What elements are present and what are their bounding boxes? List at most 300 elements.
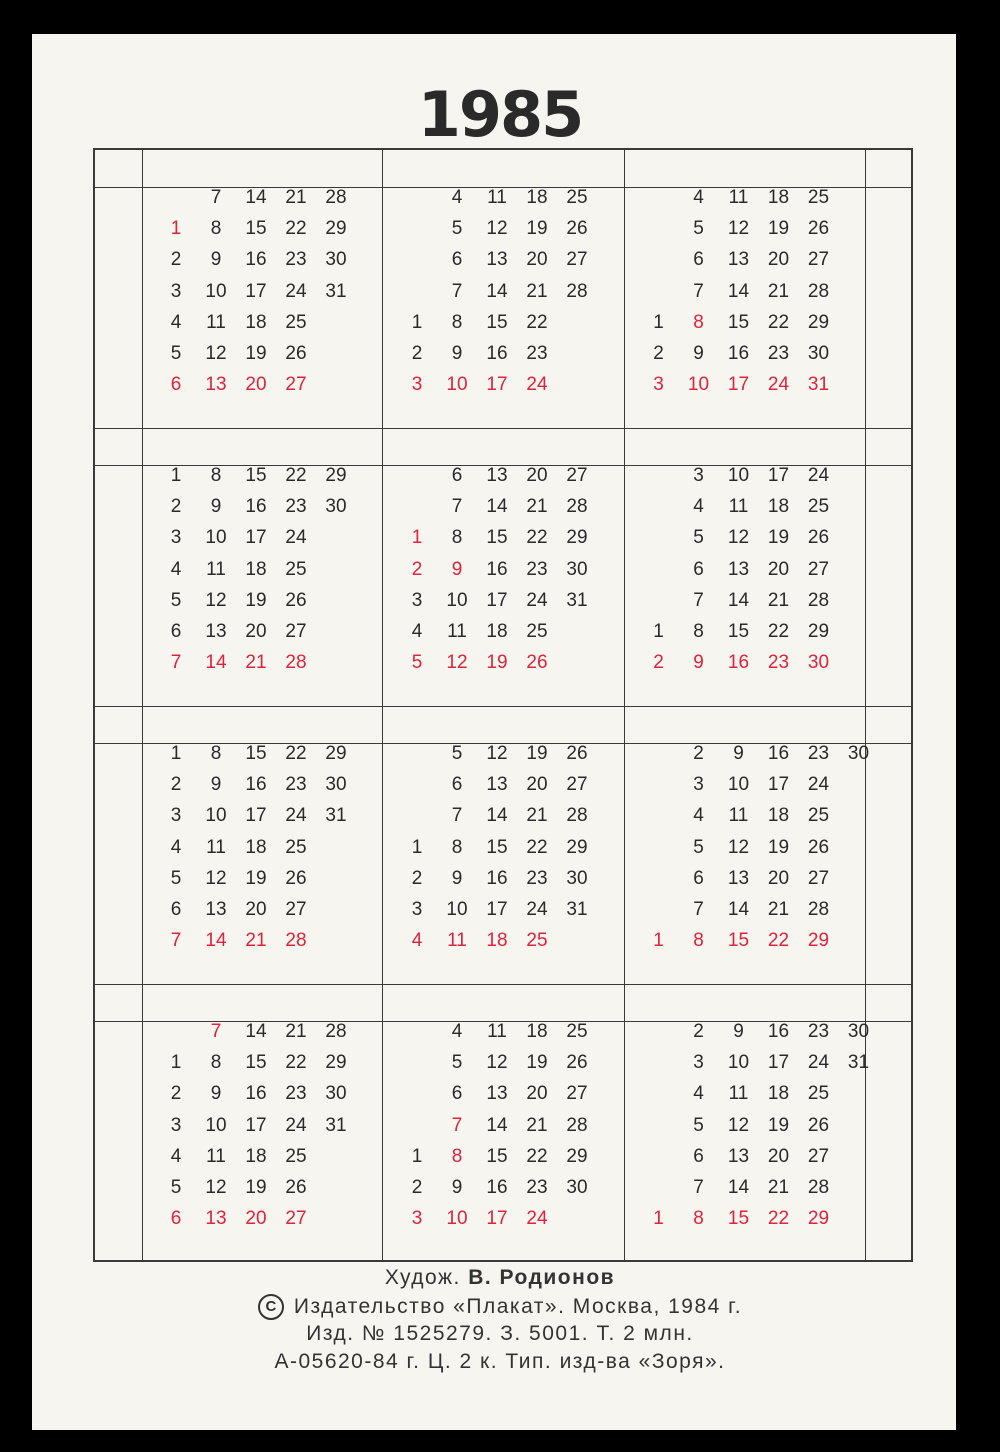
day-number: 26 bbox=[285, 867, 307, 889]
day-number: 10 bbox=[205, 280, 227, 302]
day-number: 19 bbox=[245, 867, 267, 889]
day-number: 17 bbox=[486, 899, 508, 920]
day-number: 12 bbox=[486, 218, 508, 240]
day-number: 22 bbox=[526, 311, 548, 333]
day-number: 21 bbox=[285, 187, 307, 208]
day-number: 9 bbox=[210, 1083, 222, 1105]
day-number: 11 bbox=[206, 558, 226, 580]
day-number: 8 bbox=[693, 930, 704, 952]
day-number: 1 bbox=[653, 1208, 664, 1230]
day-number: 23 bbox=[767, 343, 790, 364]
day-number: 5 bbox=[451, 743, 463, 764]
day-number: 11 bbox=[728, 805, 749, 827]
print-line: А-05620-84 г. Ц. 2 к. Тип. изд-ва «Зоря». bbox=[274, 1350, 726, 1373]
day-number: 12 bbox=[205, 1177, 227, 1198]
grid-vline bbox=[624, 150, 625, 1260]
day-number: 24 bbox=[526, 374, 548, 396]
day-number: 29 bbox=[325, 743, 347, 764]
day-number: 14 bbox=[486, 1114, 508, 1136]
day-number: 29 bbox=[325, 465, 347, 486]
day-number: 28 bbox=[285, 652, 307, 674]
day-number: 9 bbox=[451, 867, 463, 889]
day-number: 11 bbox=[487, 187, 507, 208]
day-number: 8 bbox=[451, 836, 463, 858]
day-number: 22 bbox=[526, 1145, 548, 1167]
day-number: 19 bbox=[767, 836, 790, 858]
day-number: 15 bbox=[727, 1208, 750, 1230]
day-number: 10 bbox=[727, 465, 750, 486]
day-number: 28 bbox=[285, 930, 307, 952]
day-number: 17 bbox=[486, 374, 508, 396]
day-number: 11 bbox=[206, 1145, 226, 1167]
day-number: 20 bbox=[767, 249, 790, 271]
day-number: 5 bbox=[693, 527, 704, 549]
grid-vline bbox=[865, 150, 866, 1260]
day-number: 11 bbox=[447, 930, 467, 952]
day-number: 8 bbox=[451, 311, 463, 333]
day-number: 3 bbox=[693, 774, 704, 796]
day-number: 27 bbox=[566, 249, 588, 271]
day-number: 1 bbox=[411, 527, 423, 549]
day-number: 7 bbox=[451, 280, 463, 302]
day-number: 21 bbox=[245, 652, 267, 674]
day-number: 7 bbox=[693, 280, 704, 302]
day-number: 16 bbox=[767, 743, 790, 764]
day-number: 18 bbox=[245, 1145, 267, 1167]
day-number: 7 bbox=[170, 652, 182, 674]
day-number: 27 bbox=[285, 621, 307, 642]
day-number: 2 bbox=[653, 343, 664, 364]
day-number: 17 bbox=[486, 1208, 508, 1230]
day-number: 16 bbox=[486, 1177, 508, 1198]
day-number: 27 bbox=[807, 1145, 830, 1167]
day-number: 20 bbox=[767, 558, 790, 580]
day-number: 3 bbox=[693, 1052, 704, 1074]
day-number: 25 bbox=[285, 1145, 307, 1167]
day-number: 28 bbox=[807, 1177, 830, 1198]
day-number: 4 bbox=[693, 187, 704, 208]
year-title: 1985 bbox=[417, 78, 583, 151]
day-number: 24 bbox=[526, 589, 548, 611]
day-number: 20 bbox=[245, 1208, 267, 1230]
day-number: 11 bbox=[728, 496, 749, 518]
day-number: 2 bbox=[411, 343, 423, 364]
day-number: 3 bbox=[411, 374, 423, 396]
day-number: 16 bbox=[727, 652, 750, 674]
day-number: 8 bbox=[693, 621, 704, 642]
day-number: 20 bbox=[245, 621, 267, 642]
day-number: 13 bbox=[727, 558, 750, 580]
day-number: 2 bbox=[411, 558, 423, 580]
day-number: 14 bbox=[727, 589, 750, 611]
day-number: 26 bbox=[807, 527, 830, 549]
day-number: 15 bbox=[245, 218, 267, 240]
day-number: 31 bbox=[325, 1114, 347, 1136]
day-number: 8 bbox=[210, 218, 222, 240]
day-number: 30 bbox=[847, 743, 870, 764]
day-number: 16 bbox=[245, 774, 267, 796]
day-number: 4 bbox=[411, 930, 423, 952]
day-number: 21 bbox=[526, 280, 548, 302]
day-number: 2 bbox=[693, 743, 704, 764]
day-number: 19 bbox=[767, 1114, 790, 1136]
day-number: 9 bbox=[210, 496, 222, 518]
day-number: 27 bbox=[807, 558, 830, 580]
day-number: 28 bbox=[566, 805, 588, 827]
day-number: 10 bbox=[446, 1208, 468, 1230]
day-number: 27 bbox=[807, 249, 830, 271]
day-number: 19 bbox=[486, 652, 508, 674]
day-number: 26 bbox=[526, 652, 548, 674]
day-number: 6 bbox=[693, 558, 704, 580]
day-number: 5 bbox=[693, 1114, 704, 1136]
day-number: 14 bbox=[205, 930, 227, 952]
day-number: 30 bbox=[325, 774, 347, 796]
day-number: 9 bbox=[451, 1177, 463, 1198]
day-number: 29 bbox=[566, 836, 588, 858]
day-number: 25 bbox=[285, 311, 307, 333]
day-number: 29 bbox=[325, 218, 347, 240]
day-number: 29 bbox=[566, 527, 588, 549]
copyright-icon: C bbox=[258, 1294, 284, 1320]
day-number: 12 bbox=[727, 836, 750, 858]
day-number: 6 bbox=[451, 1083, 463, 1105]
day-number: 11 bbox=[487, 1021, 507, 1042]
day-number: 11 bbox=[206, 311, 226, 333]
day-number: 12 bbox=[727, 1114, 750, 1136]
publisher-text: Издательство «Плакат». Москва, 1984 г. bbox=[293, 1295, 743, 1318]
day-number: 23 bbox=[807, 743, 830, 764]
day-number: 5 bbox=[170, 1177, 182, 1198]
day-number: 4 bbox=[693, 496, 704, 518]
day-number: 1 bbox=[411, 836, 423, 858]
day-number: 18 bbox=[245, 836, 267, 858]
day-number: 10 bbox=[205, 527, 227, 549]
day-number: 10 bbox=[205, 1114, 227, 1136]
day-number: 25 bbox=[566, 187, 588, 208]
day-number: 5 bbox=[693, 218, 704, 240]
day-number: 22 bbox=[285, 218, 307, 240]
day-number: 13 bbox=[486, 1083, 508, 1105]
day-number: 12 bbox=[486, 1052, 508, 1074]
day-number: 27 bbox=[285, 899, 307, 920]
day-number: 26 bbox=[566, 218, 588, 240]
day-number: 10 bbox=[687, 374, 710, 396]
day-number: 19 bbox=[245, 589, 267, 611]
day-number: 4 bbox=[411, 621, 423, 642]
day-number: 4 bbox=[451, 1021, 463, 1042]
day-number: 19 bbox=[245, 343, 267, 364]
day-number: 25 bbox=[566, 1021, 588, 1042]
day-number: 27 bbox=[285, 1208, 307, 1230]
day-number: 3 bbox=[170, 527, 182, 549]
day-number: 11 bbox=[728, 187, 749, 208]
day-number: 14 bbox=[486, 280, 508, 302]
day-number: 4 bbox=[170, 836, 182, 858]
calendar-grid bbox=[93, 148, 913, 1262]
day-number: 26 bbox=[285, 589, 307, 611]
artist-label: Худож. bbox=[384, 1266, 461, 1289]
day-number: 20 bbox=[526, 465, 548, 486]
day-number: 11 bbox=[206, 836, 226, 858]
day-number: 6 bbox=[170, 621, 182, 642]
day-number: 30 bbox=[807, 343, 830, 364]
day-number: 13 bbox=[205, 899, 227, 920]
day-number: 7 bbox=[693, 589, 704, 611]
day-number: 18 bbox=[767, 187, 790, 208]
day-number: 23 bbox=[285, 496, 307, 518]
artist-credit bbox=[0, 1266, 1000, 1290]
day-number: 25 bbox=[285, 558, 307, 580]
day-number: 9 bbox=[210, 774, 222, 796]
day-number: 14 bbox=[727, 899, 750, 920]
day-number: 28 bbox=[807, 899, 830, 920]
day-number: 11 bbox=[447, 621, 467, 642]
day-number: 17 bbox=[245, 1114, 267, 1136]
day-number: 9 bbox=[210, 249, 222, 271]
day-number: 30 bbox=[566, 867, 588, 889]
day-number: 9 bbox=[733, 1021, 744, 1042]
day-number: 24 bbox=[285, 280, 307, 302]
day-number: 31 bbox=[807, 374, 830, 396]
day-number: 21 bbox=[526, 1114, 548, 1136]
artist-name: В. Родионов bbox=[468, 1266, 616, 1289]
day-number: 17 bbox=[245, 280, 267, 302]
day-number: 26 bbox=[285, 1177, 307, 1198]
day-number: 25 bbox=[807, 496, 830, 518]
day-number: 23 bbox=[526, 1177, 548, 1198]
day-number: 6 bbox=[451, 465, 463, 486]
day-number: 18 bbox=[486, 930, 508, 952]
day-number: 3 bbox=[170, 280, 182, 302]
day-number: 13 bbox=[727, 867, 750, 889]
day-number: 30 bbox=[566, 1177, 588, 1198]
day-number: 15 bbox=[727, 930, 750, 952]
day-number: 18 bbox=[486, 621, 508, 642]
day-number: 26 bbox=[807, 836, 830, 858]
day-number: 3 bbox=[170, 805, 182, 827]
day-number: 4 bbox=[170, 1145, 182, 1167]
day-number: 30 bbox=[325, 249, 347, 271]
day-number: 18 bbox=[526, 1021, 548, 1042]
day-number: 1 bbox=[170, 218, 182, 240]
day-number: 5 bbox=[411, 652, 423, 674]
day-number: 20 bbox=[767, 867, 790, 889]
day-number: 22 bbox=[285, 1052, 307, 1074]
day-number: 1 bbox=[170, 1052, 182, 1074]
day-number: 26 bbox=[807, 218, 830, 240]
day-number: 13 bbox=[205, 374, 227, 396]
day-number: 18 bbox=[767, 496, 790, 518]
day-number: 2 bbox=[411, 1177, 423, 1198]
day-number: 4 bbox=[170, 311, 182, 333]
grid-band-line bbox=[95, 428, 911, 429]
day-number: 22 bbox=[767, 621, 790, 642]
day-number: 3 bbox=[411, 1208, 423, 1230]
day-number: 18 bbox=[767, 805, 790, 827]
day-number: 5 bbox=[170, 343, 182, 364]
day-number: 23 bbox=[285, 249, 307, 271]
day-number: 20 bbox=[245, 899, 267, 920]
day-number: 6 bbox=[170, 1208, 182, 1230]
day-number: 28 bbox=[325, 1021, 347, 1042]
day-number: 4 bbox=[170, 558, 182, 580]
day-number: 2 bbox=[411, 867, 423, 889]
day-number: 30 bbox=[325, 496, 347, 518]
day-number: 19 bbox=[526, 743, 548, 764]
day-number: 7 bbox=[451, 496, 463, 518]
day-number: 31 bbox=[325, 805, 347, 827]
day-number: 7 bbox=[693, 899, 704, 920]
day-number: 9 bbox=[693, 343, 704, 364]
day-number: 22 bbox=[767, 1208, 790, 1230]
day-number: 1 bbox=[653, 930, 664, 952]
day-number: 15 bbox=[486, 527, 508, 549]
day-number: 16 bbox=[245, 496, 267, 518]
day-number: 16 bbox=[767, 1021, 790, 1042]
day-number: 10 bbox=[446, 899, 468, 920]
day-number: 10 bbox=[727, 774, 750, 796]
day-number: 6 bbox=[451, 249, 463, 271]
day-number: 8 bbox=[210, 743, 222, 764]
day-number: 4 bbox=[693, 1083, 704, 1105]
day-number: 8 bbox=[210, 465, 222, 486]
day-number: 3 bbox=[693, 465, 704, 486]
day-number: 7 bbox=[693, 1177, 704, 1198]
day-number: 3 bbox=[411, 899, 423, 920]
day-number: 27 bbox=[285, 374, 307, 396]
day-number: 12 bbox=[205, 867, 227, 889]
day-number: 22 bbox=[285, 465, 307, 486]
day-number: 26 bbox=[566, 743, 588, 764]
day-number: 17 bbox=[767, 774, 790, 796]
day-number: 2 bbox=[170, 249, 182, 271]
day-number: 29 bbox=[325, 1052, 347, 1074]
day-number: 19 bbox=[767, 218, 790, 240]
day-number: 5 bbox=[170, 589, 182, 611]
day-number: 29 bbox=[807, 930, 830, 952]
day-number: 19 bbox=[526, 218, 548, 240]
day-number: 16 bbox=[486, 343, 508, 364]
day-number: 17 bbox=[245, 527, 267, 549]
day-number: 23 bbox=[285, 774, 307, 796]
day-number: 16 bbox=[245, 1083, 267, 1105]
day-number: 10 bbox=[727, 1052, 750, 1074]
day-number: 15 bbox=[245, 743, 267, 764]
day-number: 15 bbox=[486, 836, 508, 858]
day-number: 1 bbox=[653, 621, 664, 642]
day-number: 15 bbox=[727, 621, 750, 642]
day-number: 26 bbox=[566, 1052, 588, 1074]
day-number: 9 bbox=[451, 343, 463, 364]
day-number: 8 bbox=[210, 1052, 222, 1074]
day-number: 11 bbox=[728, 1083, 749, 1105]
day-number: 10 bbox=[446, 374, 468, 396]
day-number: 5 bbox=[170, 867, 182, 889]
day-number: 12 bbox=[446, 652, 468, 674]
day-number: 21 bbox=[767, 280, 790, 302]
day-number: 20 bbox=[526, 1083, 548, 1105]
day-number: 4 bbox=[451, 187, 463, 208]
day-number: 15 bbox=[486, 311, 508, 333]
day-number: 16 bbox=[486, 867, 508, 889]
day-number: 23 bbox=[285, 1083, 307, 1105]
day-number: 24 bbox=[526, 899, 548, 920]
day-number: 2 bbox=[170, 774, 182, 796]
day-number: 14 bbox=[727, 1177, 750, 1198]
day-number: 12 bbox=[727, 527, 750, 549]
day-number: 20 bbox=[526, 774, 548, 796]
day-number: 3 bbox=[170, 1114, 182, 1136]
day-number: 6 bbox=[451, 774, 463, 796]
day-number: 30 bbox=[566, 558, 588, 580]
day-number: 26 bbox=[807, 1114, 830, 1136]
day-number: 16 bbox=[727, 343, 750, 364]
day-number: 21 bbox=[526, 805, 548, 827]
day-number: 8 bbox=[451, 1145, 463, 1167]
day-number: 15 bbox=[245, 465, 267, 486]
day-number: 12 bbox=[486, 743, 508, 764]
day-number: 24 bbox=[285, 1114, 307, 1136]
day-number: 2 bbox=[170, 1083, 182, 1105]
day-number: 25 bbox=[526, 621, 548, 642]
day-number: 23 bbox=[807, 1021, 830, 1042]
day-number: 6 bbox=[693, 867, 704, 889]
day-number: 9 bbox=[733, 743, 744, 764]
day-number: 19 bbox=[767, 527, 790, 549]
day-number: 28 bbox=[325, 187, 347, 208]
day-number: 13 bbox=[486, 249, 508, 271]
day-number: 27 bbox=[566, 1083, 588, 1105]
day-number: 20 bbox=[767, 1145, 790, 1167]
day-number: 19 bbox=[245, 1177, 267, 1198]
day-number: 2 bbox=[653, 652, 664, 674]
day-number: 25 bbox=[526, 930, 548, 952]
day-number: 12 bbox=[727, 218, 750, 240]
day-number: 20 bbox=[245, 374, 267, 396]
day-number: 9 bbox=[451, 558, 463, 580]
day-number: 16 bbox=[245, 249, 267, 271]
day-number: 3 bbox=[411, 589, 423, 611]
day-number: 15 bbox=[727, 311, 750, 333]
day-number: 13 bbox=[205, 621, 227, 642]
day-number: 28 bbox=[566, 1114, 588, 1136]
day-number: 25 bbox=[285, 836, 307, 858]
day-number: 1 bbox=[170, 465, 182, 486]
day-number: 13 bbox=[205, 1208, 227, 1230]
day-number: 8 bbox=[451, 527, 463, 549]
day-number: 17 bbox=[486, 589, 508, 611]
day-number: 24 bbox=[285, 527, 307, 549]
day-number: 17 bbox=[767, 1052, 790, 1074]
day-number: 16 bbox=[486, 558, 508, 580]
day-number: 24 bbox=[285, 805, 307, 827]
day-number: 14 bbox=[486, 496, 508, 518]
day-number: 7 bbox=[451, 1114, 463, 1136]
day-number: 2 bbox=[170, 496, 182, 518]
day-number: 14 bbox=[727, 280, 750, 302]
day-number: 14 bbox=[486, 805, 508, 827]
day-number: 25 bbox=[807, 187, 830, 208]
day-number: 17 bbox=[245, 805, 267, 827]
day-number: 27 bbox=[566, 774, 588, 796]
grid-band-line bbox=[95, 706, 911, 707]
day-number: 28 bbox=[807, 589, 830, 611]
day-number: 12 bbox=[205, 589, 227, 611]
day-number: 23 bbox=[526, 558, 548, 580]
day-number: 23 bbox=[526, 343, 548, 364]
day-number: 12 bbox=[205, 343, 227, 364]
